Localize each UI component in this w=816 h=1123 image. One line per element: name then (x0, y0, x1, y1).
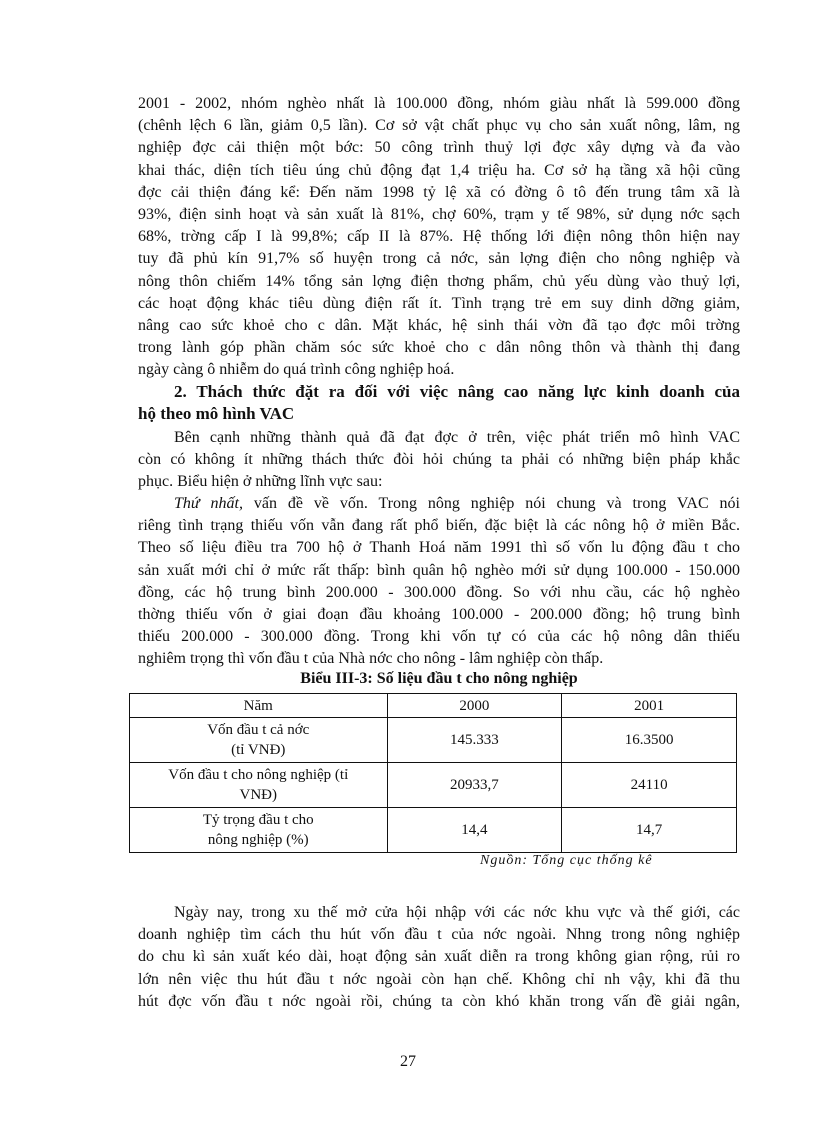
row-label-line: nông nghiệp (%) (207, 832, 309, 848)
header-2000: 2000 (387, 694, 562, 718)
section-heading (138, 381, 740, 425)
row-label (130, 718, 388, 763)
row-label (130, 763, 388, 808)
cell-2000: 20933,7 (387, 763, 562, 808)
table-row (130, 808, 737, 853)
paragraph-1-line: 93%, điện sinh hoạt và sản xuất là 81%, chợ 60%, trạm y tế 98%, sử dụng nớc sạch (138, 205, 740, 223)
investment-table (129, 693, 737, 853)
row-label-line: (tỉ VNĐ) (231, 742, 286, 758)
table-source: Nguồn: Tổng cục thống kê (480, 853, 653, 868)
cell-2000: 14,4 (387, 808, 562, 853)
paragraph-4-line: hút đợc vốn đầu t nớc ngoài rồi, chúng ta còn khó khăn trong vấn đề giải ngân, (138, 992, 740, 1010)
paragraph-1-line: trong lành góp phần chăm sóc sức khoẻ cho c dân nông thôn và thành thị đang (138, 339, 740, 357)
paragraph-1-line: các hoạt động khác tiêu dùng điện rất ít. Tình trạng trẻ em suy dinh dỡng giảm, (138, 294, 740, 312)
paragraph-1-line: tuy đã phủ kín 91,7% số huyện trong cả nớc, sản lợng điện cho nông nghiệp và (138, 250, 740, 268)
first-line-rest: vấn đề về vốn. Trong nông nghiệp nói chung và trong VAC nói (242, 495, 740, 512)
row-label-line: Tỷ trọng đầu t cho (202, 812, 314, 828)
paragraph-1-line: đợc cải thiện đáng kể: Đến năm 1998 tỷ lệ xã có đờng ô tô đến trung tâm xã là (138, 183, 740, 201)
paragraph-1-line: khai thác, diện tích tiêu úng chủ động đạt 1,4 triệu ha. Cơ sở hạ tầng xã hội cũng (138, 161, 740, 179)
cell-2001: 24110 (562, 763, 737, 808)
paragraph-4-line: lớn nên việc thu hút đầu t nớc ngoài còn hạn chế. Không chỉ nh vậy, khi đã thu (138, 970, 740, 988)
table-row (130, 763, 737, 808)
paragraph-1-line: nâng cao sức khoẻ cho c dân. Mặt khác, hệ sinh thái vờn đã tạo đợc môi trờng (138, 316, 740, 334)
cell-2001: 14,7 (562, 808, 737, 853)
table-row (130, 718, 737, 763)
paragraph-2-line: phục. Biểu hiện ở những lĩnh vực sau: (138, 473, 383, 491)
paragraph-1 (138, 93, 740, 381)
paragraph-2-line: còn có không ít những thách thức đòi hỏi chúng ta phải có những biện pháp khắc (138, 451, 740, 469)
header-year: Năm (130, 694, 388, 718)
paragraph-2 (138, 427, 740, 494)
cell-2000: 145.333 (387, 718, 562, 763)
paragraph-4-line: do chu kì sản xuất kéo dài, hoạt động sản xuất diễn ra trong không gian rộng, rủi ro (138, 948, 740, 966)
paragraph-1-line: ngày càng ô nhiễm do quá trình công nghiệp hoá. (138, 361, 455, 379)
paragraph-3 (138, 493, 740, 671)
paragraph-3-line: đồng, các hộ trung bình 200.000 - 300.000 đồng. So với nhu cầu, các hộ nghèo (138, 583, 740, 601)
row-label (130, 808, 388, 853)
paragraph-3-line: Theo số liệu điều tra 700 hộ ở Thanh Hoá năm 1991 thì số vốn lu động đầu t cho (138, 539, 740, 557)
paragraph-3-line: riêng tình trạng thiếu vốn vẫn đang rất phổ biến, đặc biệt là các nông hộ ở miền Bắc. (138, 517, 740, 535)
table-caption: Biểu III-3: Số liệu đầu t cho nông nghiệp (300, 670, 578, 687)
paragraph-4-line: Ngày nay, trong xu thế mở cửa hội nhập với các nớc khu vực và thế giới, các (174, 904, 740, 921)
paragraph-3-first-line (138, 493, 740, 515)
page-number: 27 (400, 1053, 416, 1070)
paragraph-3-line: thờng thiếu vốn ở giai đoạn đầu khoảng 100.000 - 200.000 đồng; hộ trung bình (138, 605, 740, 623)
paragraph-1-line: nông thôn chiếm 14% tổng sản lợng điện thơng phẩm, chủ yếu dùng vào thuỷ lợi, (138, 272, 740, 290)
row-label-line: Vốn đầu t cho nông nghiệp (tỉ (168, 767, 349, 783)
italic-lead: Thứ nhất, (174, 495, 243, 512)
row-label-line: Vốn đầu t cả nớc (207, 722, 310, 738)
table-header-row (130, 694, 737, 718)
paragraph-3-line: thiếu 200.000 - 300.000 đồng. Trong khi vốn tự có của các hộ nông dân thiếu (138, 628, 740, 646)
paragraph-4-line: doanh nghiệp tìm cách thu hút vốn đầu t của nớc ngoài. Nhng trong nông nghiệp (138, 926, 740, 944)
paragraph-1-line: nghiệp đợc cải thiện một bớc: 50 công trình thuỷ lợi đợc xây dựng và đa vào (138, 139, 740, 157)
paragraph-4 (138, 902, 740, 1013)
section-heading-line: 2. Thách thức đặt ra đối với việc nâng cao năng lực kinh doanh của (174, 382, 740, 401)
paragraph-1-line: 2001 - 2002, nhóm nghèo nhất là 100.000 đồng, nhóm giàu nhất là 599.000 đồng (138, 95, 740, 112)
cell-2001: 16.3500 (562, 718, 737, 763)
paragraph-3-line: sản xuất mới chỉ ở mức rất thấp: bình quân hộ nghèo mới sử dụng 100.000 - 150.000 (138, 561, 740, 579)
paragraph-2-line: Bên cạnh những thành quả đã đạt đợc ở trên, việc phát triển mô hình VAC (174, 429, 740, 446)
section-heading-line: hộ theo mô hình VAC (138, 404, 295, 424)
header-2001: 2001 (562, 694, 737, 718)
paragraph-1-line: (chênh lệch 6 lần, giảm 0,5 lần). Cơ sở vật chất phục vụ cho sản xuất nông, lâm, ng (138, 117, 740, 135)
row-label-line: VNĐ) (239, 787, 277, 803)
paragraph-3-line: nghiêm trọng thì vốn đầu t của Nhà nớc cho nông - lâm nghiệp còn thấp. (138, 650, 604, 668)
paragraph-1-line: 68%, trờng cấp I là 99,8%; cấp II là 87%. Hệ thống lới điện nông thôn hiện nay (138, 228, 740, 246)
